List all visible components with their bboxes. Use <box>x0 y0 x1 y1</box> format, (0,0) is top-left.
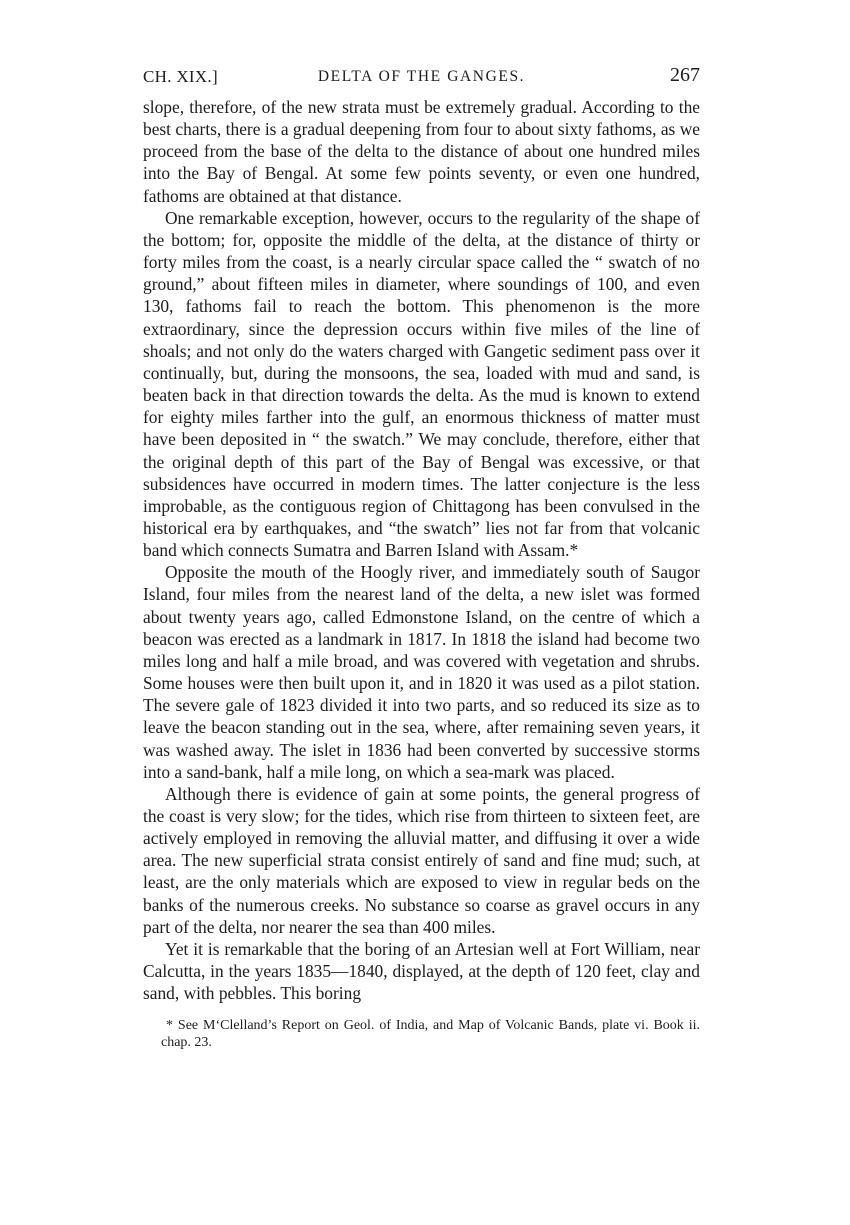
paragraph-coast-progress: Although there is evidence of gain at some points, the general progress of the coast is very slow; for the tides, which rise from thirteen to sixteen feet, are actively employed in removing the alluvial matter, and diffusing it over a wide area. The new superficial strata consist entirely of sand and fine mud; such, at least, are the only materials which are exposed to view in regular beds on the banks of the numerous creeks. No substance so coarse as gravel occurs in any part of the delta, nor nearer the sea than 400 miles. <box>143 783 700 937</box>
paragraph-artesian-well: Yet it is remarkable that the boring of an Artesian well at Fort William, near Calcutta, in the years 1835—1840, displayed, at the depth of 120 feet, clay and sand, with pebbles. This boring <box>143 938 700 1004</box>
paragraph-edmonstone-island: Opposite the mouth of the Hoogly river, and immediately south of Saugor Island, four miles from the nearest land of the delta, a new islet was formed about twenty years ago, called Edmonstone Island, on the centre of which a beacon was erected as a landmark in 1817. In 1818 the island had become two miles long and half a mile broad, and was covered with vegetation and shrubs. Some houses were then built upon it, and in 1820 it was used as a pilot station. The severe gale of 1823 divided it into two parts, and so reduced its size as to leave the beacon standing out in the sea, where, after remaining seven years, it was washed away. The islet in 1836 had been converted by successive storms into a sand-bank, half a mile long, on which a sea-mark was placed. <box>143 562 700 782</box>
footnote-text: * See M‘Clelland’s Report on Geol. of India, and Map of Volcanic Bands, plate vi. Book ii. chap. 23. <box>161 1018 700 1051</box>
body-text <box>143 96 700 1004</box>
book-page <box>143 62 700 1051</box>
footnote <box>143 1017 700 1051</box>
paragraph-continued: slope, therefore, of the new strata must be extremely gradual. According to the best charts, there is a gradual deepening from four to about sixty fathoms, as we proceed from the base of the delta to the distance of about one hundred miles into the Bay of Bengal. At some few points seventy, or even one hundred, fathoms are obtained at that distance. <box>143 97 700 206</box>
paragraph-swatch-of-no-ground: One remarkable exception, however, occurs to the regularity of the shape of the bottom; for, opposite the middle of the delta, at the distance of thirty or forty miles from the coast, is a nearly circular space called the “ swatch of no ground,” about fifteen miles in diameter, where soundings of 100, and even 130, fathoms fail to reach the bottom. This phenomenon is the more extraordinary, since the depression occurs within five miles of the line of shoals; and not only do the waters charged with Gangetic sediment pass over it continually, but, during the monsoons, the sea, loaded with mud and sand, is beaten back in that direction towards the delta. As the mud is known to extend for eighty miles farther into the gulf, an enormous thickness of matter must have been deposited in “ the swatch.” We may conclude, therefore, either that the original depth of this part of the Bay of Bengal was excessive, or that subsidences have occurred in modern times. The latter conjecture is the less improbable, as the contiguous region of Chittagong has been convulsed in the historical era by earthquakes, and “the swatch” lies not far from that volcanic band which connects Sumatra and Barren Island with Assam.* <box>143 207 700 561</box>
page-number: 267 <box>670 64 700 86</box>
chapter-reference: CH. XIX.] <box>143 67 218 86</box>
running-title: DELTA OF THE GANGES. <box>317 68 526 85</box>
running-head <box>143 62 700 88</box>
